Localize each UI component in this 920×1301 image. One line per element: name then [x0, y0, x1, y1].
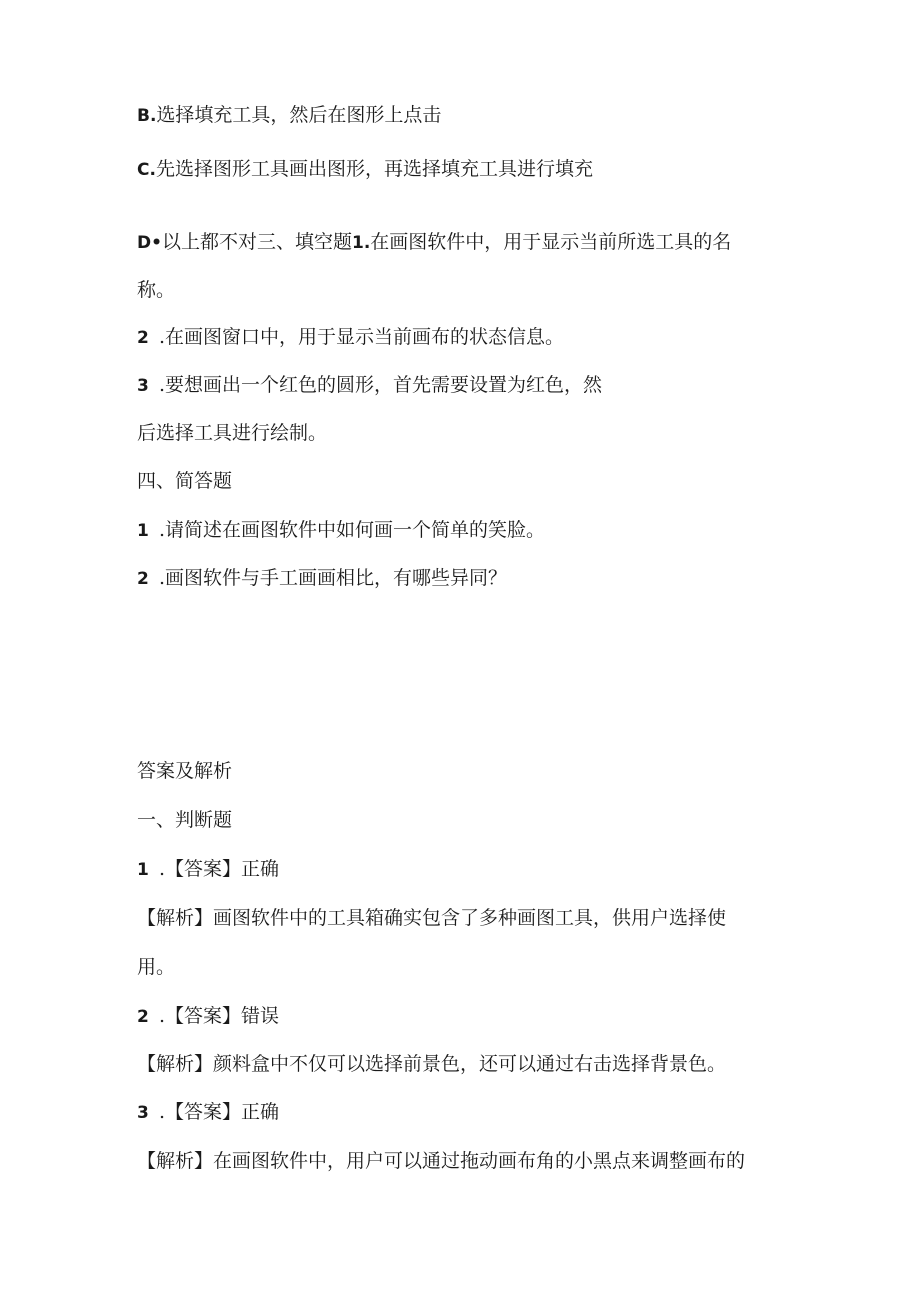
question-number: 3 — [137, 1103, 149, 1123]
question-number: 2 — [137, 1007, 149, 1027]
option-b — [137, 103, 441, 128]
answer-text: .【答案】正确 — [159, 858, 280, 880]
paragraph-text: 用。 — [137, 956, 176, 978]
answer-2 — [137, 1004, 279, 1029]
text-continuation — [137, 278, 175, 302]
question-text: 在画图软件中，用于显示当前所选工具的名 — [370, 231, 732, 253]
section-heading: 一、判断题 — [137, 809, 233, 831]
section-heading-true-false — [137, 808, 232, 832]
section-heading: 答案及解析 — [137, 760, 233, 782]
answer-text: .【答案】错误 — [159, 1005, 280, 1027]
question-text: .画图软件与手工画画相比，有哪些异同？ — [159, 567, 508, 589]
analysis-2 — [137, 1052, 726, 1076]
option-label: D• — [137, 233, 162, 253]
fill-blank-q3 — [137, 373, 602, 398]
analysis-text: 【解析】在画图软件中，用户可以通过拖动画布角的小黑点来调整画布的 — [137, 1150, 746, 1172]
section-heading: 四、简答题 — [137, 470, 233, 492]
answer-text: .【答案】正确 — [159, 1101, 280, 1123]
question-number: 2 — [137, 569, 149, 589]
analysis-3 — [137, 1149, 745, 1173]
question-text: .请简述在画图软件中如何画一个简单的笑脸。 — [159, 519, 546, 541]
question-number: 3 — [137, 376, 149, 396]
text-continuation — [137, 421, 327, 445]
answer-3 — [137, 1100, 279, 1125]
paragraph-text: 称。 — [137, 279, 176, 301]
analysis-text: 【解析】颜料盒中不仅可以选择前景色，还可以通过右击选择背景色。 — [137, 1053, 727, 1075]
option-label: C. — [137, 160, 156, 180]
fill-blank-q2 — [137, 325, 564, 350]
section-heading-short-answer — [137, 469, 232, 493]
question-number: 1 — [137, 521, 149, 541]
option-text: 以上都不对三、填空题 — [161, 231, 352, 253]
answers-heading — [137, 759, 232, 783]
option-label: B. — [137, 106, 157, 126]
text-continuation — [137, 955, 175, 979]
option-c — [137, 157, 593, 182]
answer-1 — [137, 857, 279, 882]
option-text: 选择填充工具，然后在图形上点击 — [156, 104, 442, 126]
paragraph-text: 后选择工具进行绘制。 — [137, 422, 328, 444]
analysis-1 — [137, 906, 726, 930]
option-text: 先选择图形工具画出图形，再选择填充工具进行填充 — [155, 158, 593, 180]
question-number: 2 — [137, 328, 149, 348]
question-text: .要想画出一个红色的圆形，首先需要设置为红色，然 — [159, 374, 603, 396]
question-number: 1. — [352, 233, 371, 253]
option-d-and-fill-blank-q1 — [137, 230, 731, 255]
short-answer-q2 — [137, 566, 507, 591]
short-answer-q1 — [137, 518, 545, 543]
analysis-text: 【解析】画图软件中的工具箱确实包含了多种画图工具，供用户选择使 — [137, 907, 727, 929]
question-number: 1 — [137, 860, 149, 880]
question-text: .在画图窗口中，用于显示当前画布的状态信息。 — [159, 326, 565, 348]
